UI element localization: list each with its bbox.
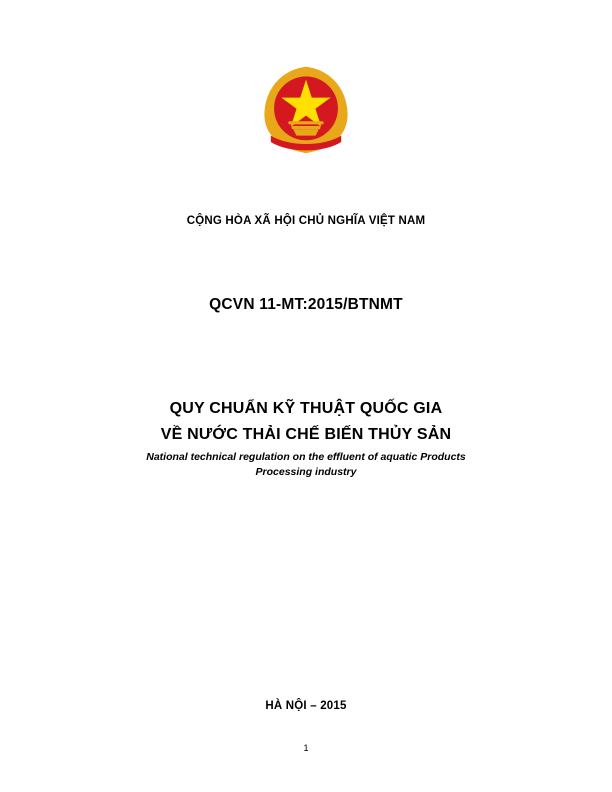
- emblem-container: [0, 62, 612, 158]
- title-line-1: QUY CHUẨN KỸ THUẬT QUỐC GIA: [169, 400, 443, 417]
- title-line-2: VỀ NƯỚC THẢI CHẾ BIẾN THỦY SẢN: [160, 426, 452, 443]
- page-number: 1: [303, 743, 309, 753]
- standard-code: QCVN 11-MT:2015/BTNMT: [209, 296, 403, 313]
- country-name-line: CỘNG HÒA XÃ HỘI CHỦ NGHĨA VIỆT NAM: [186, 215, 426, 227]
- subtitle-line-2: Processing industry: [255, 466, 357, 478]
- place-and-year: HÀ NỘI – 2015: [265, 700, 347, 712]
- subtitle-line-1: National technical regulation on the effluent of aquatic Products: [146, 451, 466, 463]
- document-title: [0, 396, 612, 448]
- document-subtitle: [0, 450, 612, 480]
- national-emblem-icon: [258, 62, 354, 158]
